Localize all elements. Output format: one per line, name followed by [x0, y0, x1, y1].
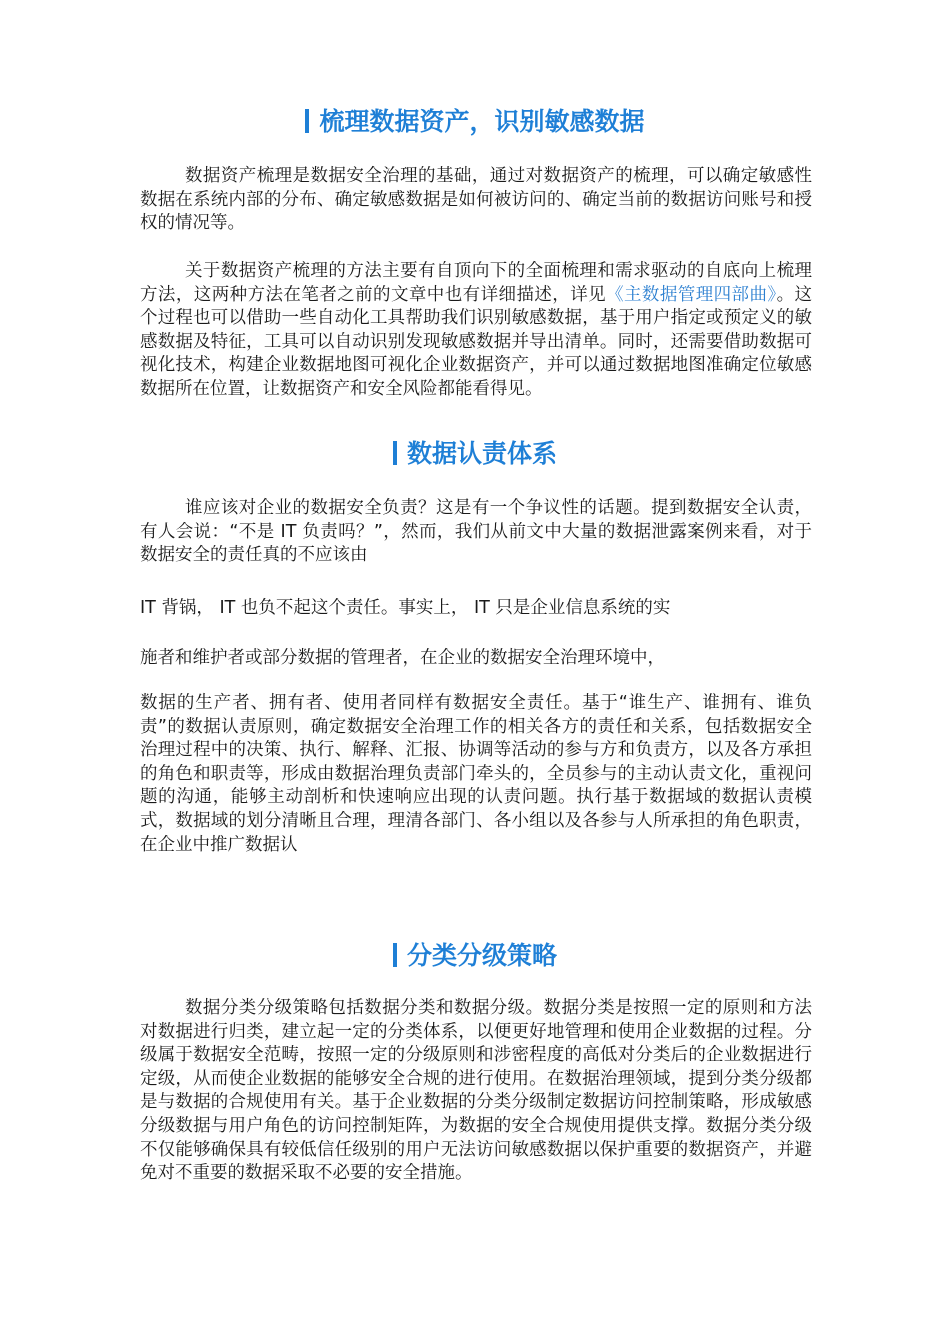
section-heading [0, 438, 950, 470]
paragraph [140, 260, 812, 402]
heading-accent-bar [393, 943, 397, 967]
paragraph-text: 关于数据资产梳理的方法主要有自顶向下的全面梳理和需求驱动的自底向上梳理方法，这两种方法在笔者之前的文章中也有详细描述，详见 [140, 261, 812, 305]
paragraph: 数据资产梳理是数据安全治理的基础，通过对数据资产的梳理，可以确定敏感性数据在系统内部的分布、确定敏感数据是如何被访问的、确定当前的数据访问账号和授权的情况等。 [140, 166, 812, 234]
section-heading [0, 106, 950, 138]
paragraph-line: 施者和维护者或部分数据的管理者，在企业的数据安全治理环境中， [140, 648, 665, 668]
section-title: 数据认责体系 [406, 439, 557, 468]
section-heading [0, 940, 950, 972]
paragraph-line: IT 背锅， IT 也负不起这个责任。事实上， IT 只是企业信息系统的实 [140, 598, 671, 618]
article-link[interactable]: 《主数据管理四部曲》 [606, 284, 777, 305]
paragraph: 数据的生产者、拥有者、使用者同样有数据安全责任。基于“谁生产、谁拥有、谁负责”的数据认责原则，确定数据安全治理工作的相关各方的责任和关系，包括数据安全治理过程中的决策、执行、解释、汇报、协调等活动的参与方和负责方，以及各方承担的角色和职责等，形成由数据治理负责部门牵头的，全员参与的主动认责文化，重视问题的沟通，能够主动剖析和快速响应出现的认责问题。执行基于数据域的数据认责模式，数据域的划分清晰且合理，理清各部门、各小组以及各参与人所承担的角色职责，在企业中推广数据认 [140, 693, 812, 855]
heading-accent-bar [393, 441, 397, 465]
paragraph-text: 。这个过程也可以借助一些自动化工具帮助我们识别敏感数据，基于用户指定或预定义的敏感数据及特征，工具可以自动识别发现敏感数据并导出清单。同时，还需要借助数据可视化技术，构建企业数据地图可视化企业数据资产，并可以通过数据地图准确定位敏感数据所在位置，让数据资产和安全风险都能看得见。 [140, 284, 813, 399]
paragraph: 数据分类分级策略包括数据分类和数据分级。数据分类是按照一定的原则和方法对数据进行归类，建立起一定的分类体系，以便更好地管理和使用企业数据的过程。分级属于数据安全范畴，按照一定的分级原则和涉密程度的高低对分类后的企业数据进行定级，从而使企业数据的能够安全合规的进行使用。在数据治理领域，提到分类分级都是与数据的合规使用有关。基于企业数据的分类分级制定数据访问控制策略，形成敏感分级数据与用户角色的访问控制矩阵，为数据的安全合规使用提供支撑。数据分类分级不仅能够确保具有较低信任级别的用户无法访问敏感数据以保护重要的数据资产，并避免对不重要的数据采取不必要的安全措施。 [140, 998, 812, 1184]
section-title: 梳理数据资产，识别敏感数据 [319, 107, 645, 136]
paragraph: 谁应该对企业的数据安全负责？这是有一个争议性的话题。提到数据安全认责，有人会说：“不是 IT 负责吗？”，然而，我们从前文中大量的数据泄露案例来看，对于数据安全的责任真的不应该由 [140, 498, 812, 566]
heading-accent-bar [305, 109, 309, 133]
section-title: 分类分级策略 [406, 941, 557, 970]
